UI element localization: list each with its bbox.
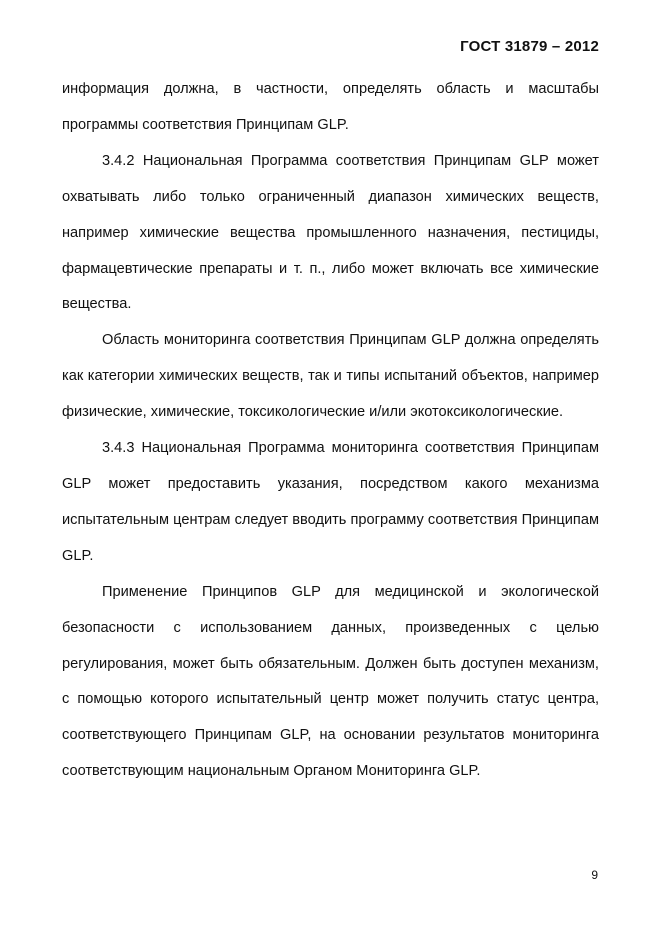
document-body [62,72,599,790]
standard-header: ГОСТ 31879 – 2012 [460,38,599,55]
paragraph-glp-application: Применение Принципов GLP для медицинской и экологической безопасности с использованием данных, произведенных с целью регулирования, может быть обязательным. Должен быть доступен механизм, с помощью которого испытательный центр может получить статус центра, соответствующего Принципам GLP, на основании результатов мониторинга соответствующим национальным Органом Мониторинга GLP. [62,583,599,780]
paragraph-monitoring-scope: Область мониторинга соответствия Принципам GLP должна определять как категории химических веществ, так и типы испытаний объектов, например физические, химические, токсикологические и/или экотоксикологические. [62,332,599,421]
paragraph-3-4-2: 3.4.2 Национальная Программа соответствия Принципам GLP может охватывать либо только ограниченный диапазон химических веществ, например химические вещества промышленного назначения, пестициды, фармацевтические препараты и т. п., либо может включать все химические вещества. [62,152,599,313]
page-number: 9 [591,868,598,882]
paragraph-3-4-3: 3.4.3 Национальная Программа мониторинга соответствия Принципам GLP может предоставить указания, посредством какого механизма испытательным центрам следует вводить программу соответствия Принципам GLP. [62,440,599,564]
paragraph-continuation: информация должна, в частности, определять область и масштабы программы соответствия Принципам GLP. [62,81,599,133]
